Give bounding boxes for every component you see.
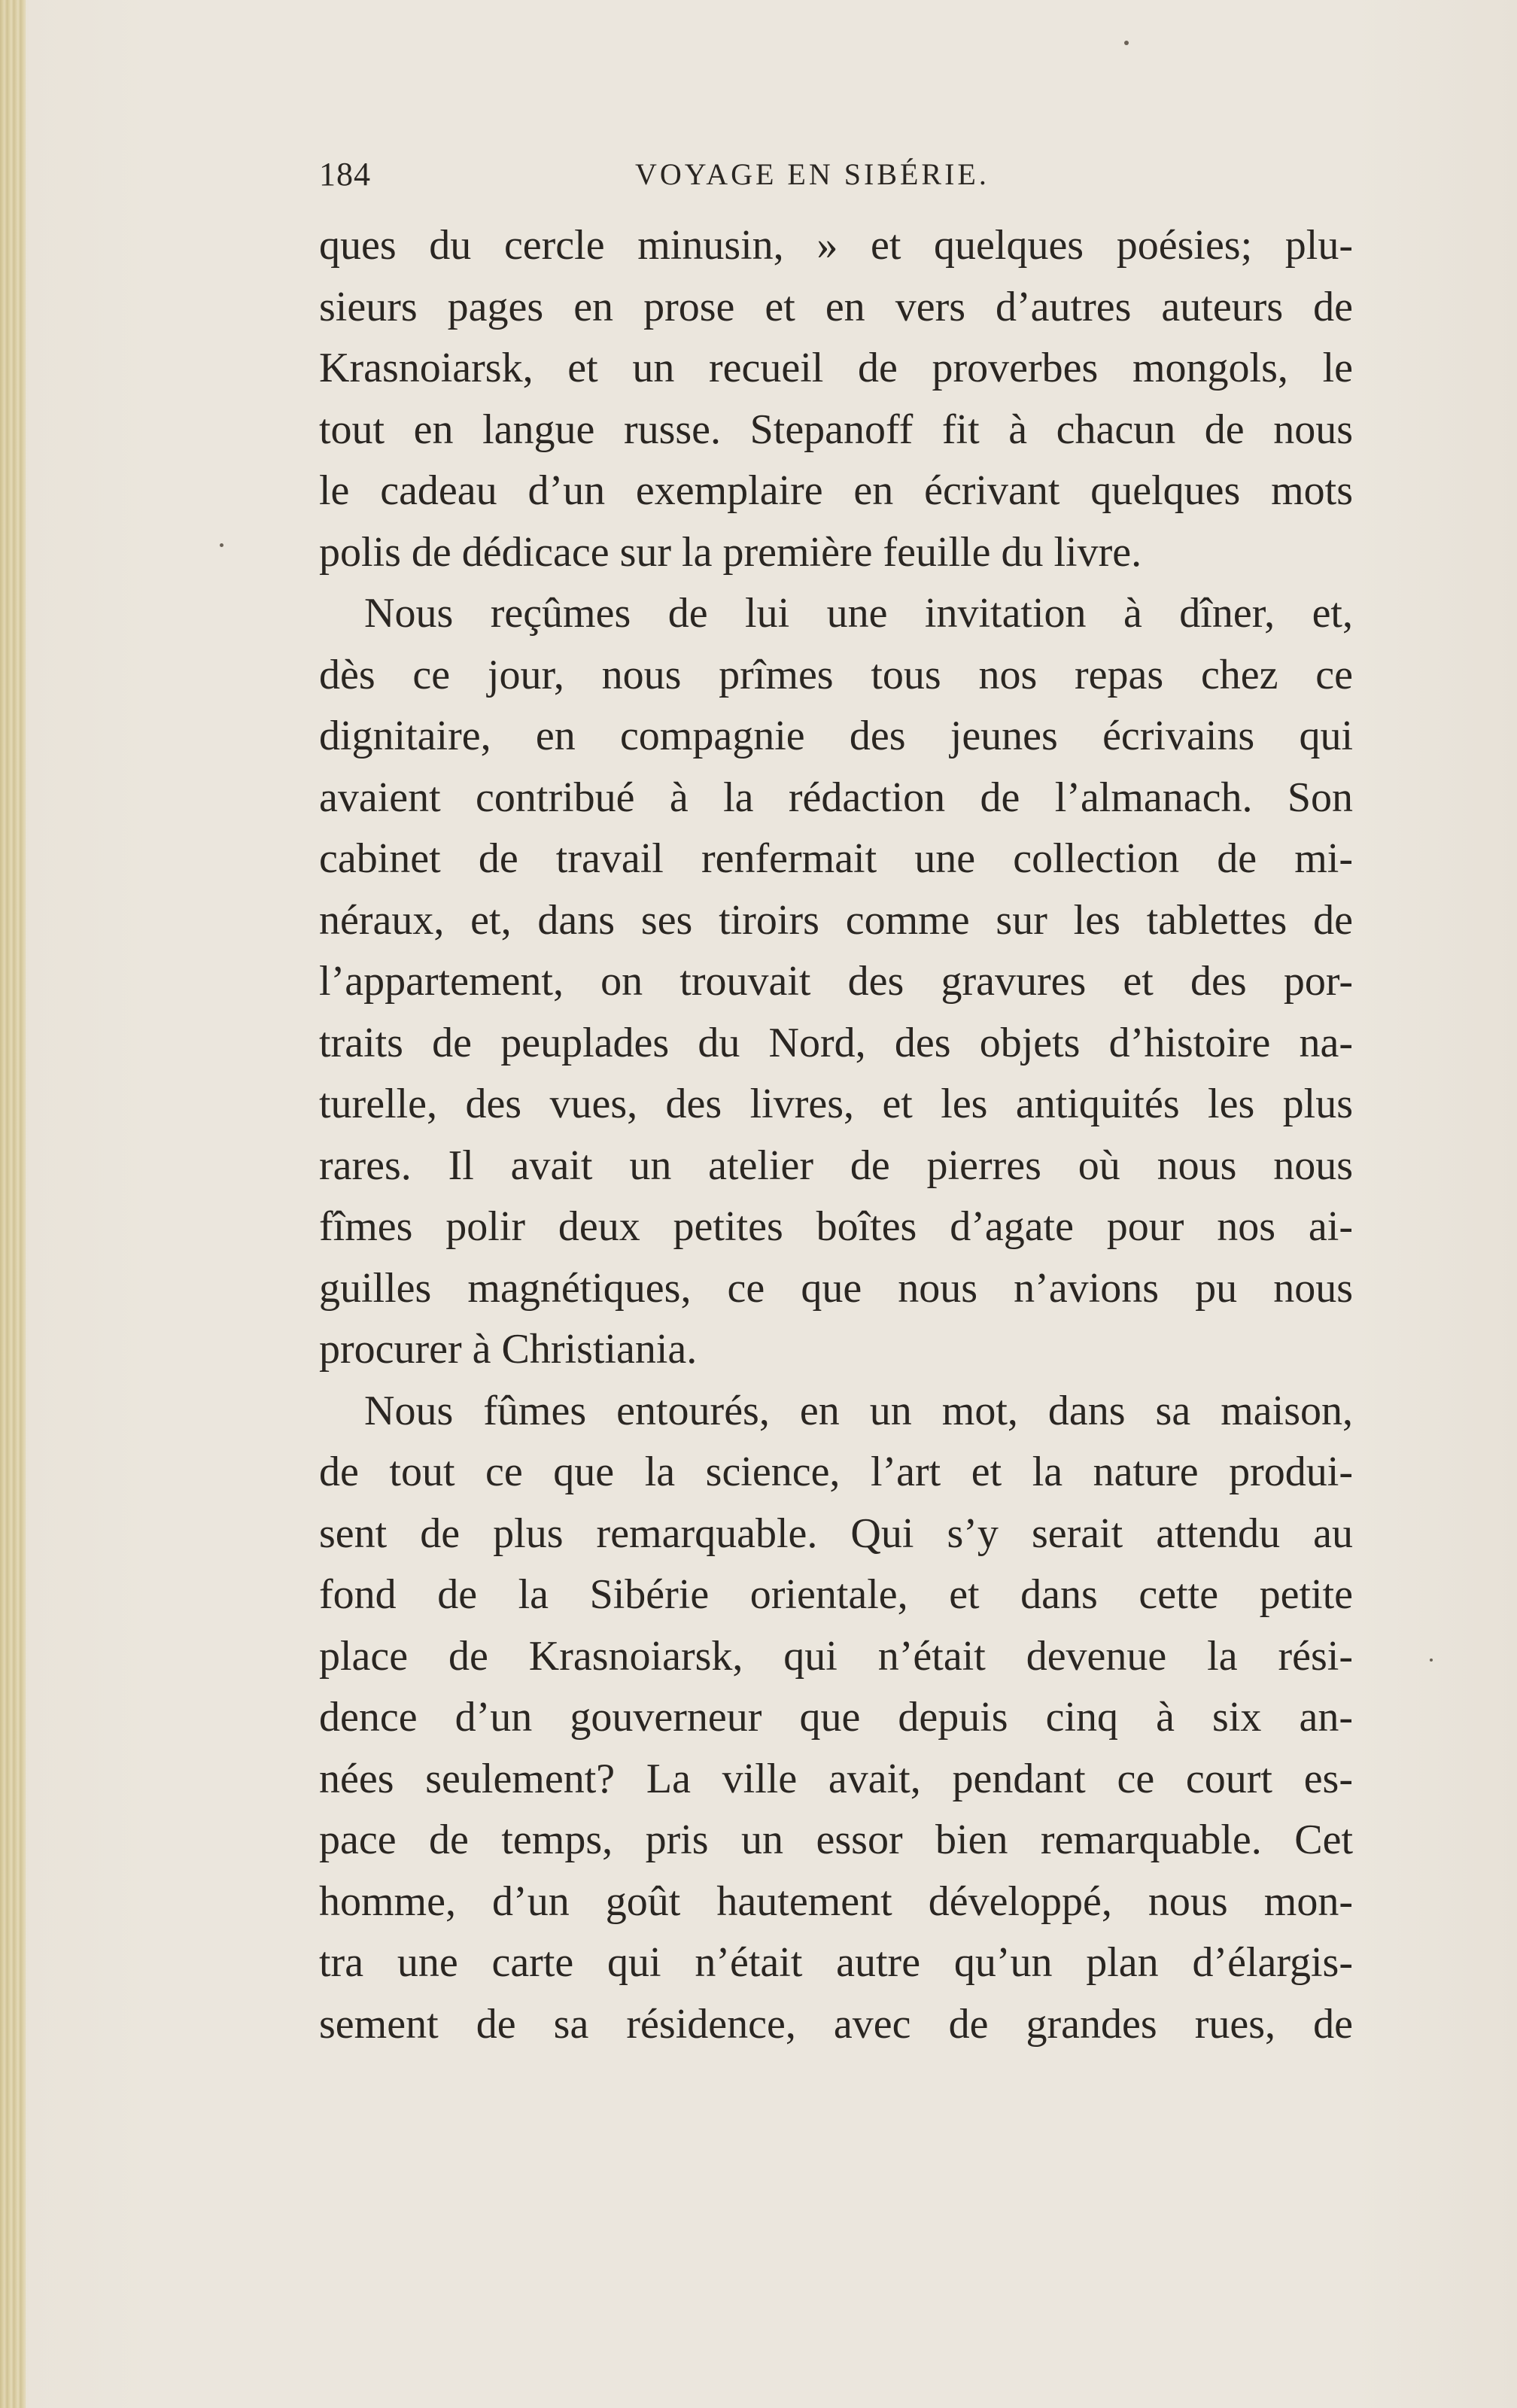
text-line: sent de plus remarquable. Qui s’y serait attendu au — [319, 1510, 1353, 1557]
text-line: fond de la Sibérie orientale, et dans cette petite — [319, 1571, 1353, 1618]
page-header — [319, 155, 1360, 200]
ink-speck — [1430, 1659, 1433, 1662]
page-number: 184 — [319, 156, 371, 193]
text-line: dès ce jour, nous prîmes tous nos repas chez ce — [319, 651, 1353, 698]
text-line: nées seulement? La ville avait, pendant ce court es- — [319, 1755, 1353, 1802]
text-line: sement de sa résidence, avec de grandes rues, de — [319, 2000, 1353, 2048]
text-line: sieurs pages en prose et en vers d’autres auteurs de — [319, 283, 1353, 330]
text-line: cabinet de travail renfermait une collection de mi- — [319, 835, 1353, 882]
text-line: Nous fûmes entourés, en un mot, dans sa maison, — [364, 1387, 1353, 1434]
text-line: dence d’un gouverneur que depuis cinq à six an- — [319, 1694, 1353, 1741]
ink-speck — [1124, 41, 1129, 45]
text-line: guilles magnétiques, ce que nous n’avions pu nous — [319, 1264, 1353, 1312]
text-line: néraux, et, dans ses tiroirs comme sur les tablettes de — [319, 896, 1353, 944]
text-line: le cadeau d’un exemplaire en écrivant quelques mots — [319, 467, 1353, 514]
text-line: turelle, des vues, des livres, et les antiquités les plus — [319, 1081, 1353, 1127]
text-line: tout en langue russe. Stepanoff fit à chacun de nous — [319, 406, 1353, 453]
text-line: pace de temps, pris un essor bien remarquable. Cet — [319, 1817, 1353, 1863]
text-line: polis de dédicace sur la première feuille du livre. — [319, 528, 1142, 576]
page-binding-edge — [0, 0, 26, 2408]
text-line: l’appartement, on trouvait des gravures et des por- — [319, 958, 1353, 1005]
text-line: ques du cercle minusin, » et quelques poésies; plu- — [319, 222, 1353, 269]
text-line: place de Krasnoiarsk, qui n’était devenue la rési- — [319, 1632, 1353, 1680]
text-line: traits de peuplades du Nord, des objets d’histoire na- — [319, 1019, 1353, 1066]
text-line: procurer à Christiania. — [319, 1326, 698, 1373]
running-title: VOYAGE EN SIBÉRIE. — [635, 157, 990, 191]
text-line: Krasnoiarsk, et un recueil de proverbes mongols, le — [319, 345, 1353, 391]
ink-speck — [220, 543, 223, 547]
text-line: tra une carte qui n’était autre qu’un plan d’élargis- — [319, 1939, 1353, 1986]
body-text — [319, 215, 1353, 2055]
text-line: homme, d’un goût hautement développé, nous mon- — [319, 1877, 1353, 1925]
text-line: fîmes polir deux petites boîtes d’agate pour nos ai- — [319, 1203, 1353, 1250]
text-line: Nous reçûmes de lui une invitation à dîner, et, — [364, 590, 1353, 637]
text-line: de tout ce que la science, l’art et la nature produi- — [319, 1449, 1353, 1495]
text-line: avaient contribué à la rédaction de l’almanach. Son — [319, 774, 1353, 821]
text-line: rares. Il avait un atelier de pierres où nous nous — [319, 1142, 1353, 1189]
text-line: dignitaire, en compagnie des jeunes écrivains qui — [319, 713, 1353, 759]
